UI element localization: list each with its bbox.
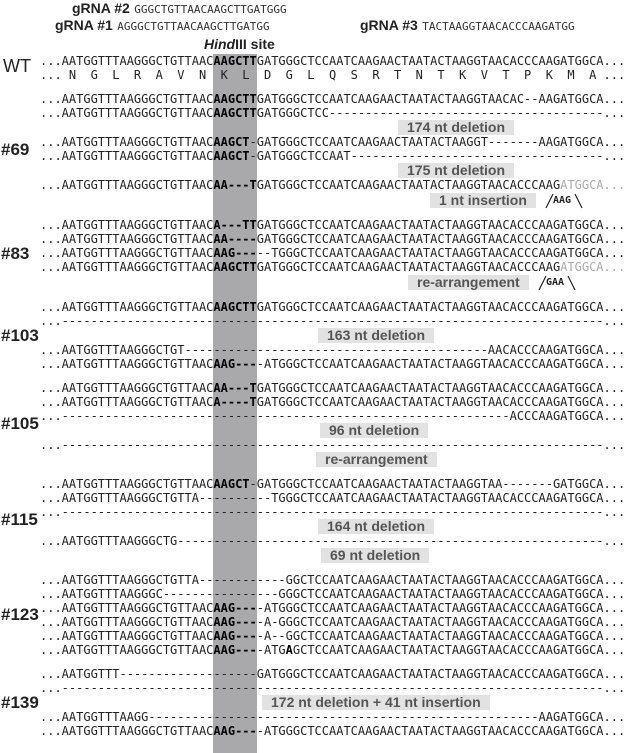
sequence-segment: ...AATGGTTTAAGGGCTGTTAAC (40, 477, 214, 491)
highlighted-bases: AAGCT (213, 477, 250, 491)
highlighted-bases: AAG--- (213, 615, 257, 629)
wt-protein-sequence: ... N G L R A V N K L D G L Q S R T N T K V T P K M A ... (40, 68, 625, 82)
highlighted-bases: AA---- (213, 232, 257, 246)
allele-sequence (40, 149, 625, 163)
highlighted-bases: AA---T (213, 381, 257, 395)
sequence-segment: ...AATGGTTTAAGGGCTGTTAAC (40, 106, 214, 120)
allele-sequence (40, 681, 625, 695)
grna-1 (55, 17, 270, 35)
sequence-segment: ...AATGGTTTAAGGGCTGTTA----------TGGGCTCCAATCAAGAACTAATACTAAGGTAACACCCAAGATGGCA... (40, 491, 625, 505)
allele-sequence (40, 218, 625, 232)
grna-2-sequence: GGGCTGTTAACAAGCTTGATGGG (134, 3, 287, 16)
allele-sequence (40, 643, 625, 657)
sequence-segment: ...AATGGTTTAAGGGCTGTTA------------GGCTCCAATCAAGAACTAATACTAAGGTAACACCCAAGATGGCA... (40, 573, 625, 587)
clone-label: #115 (1, 510, 38, 529)
allele-sequence (40, 357, 625, 371)
sequence-segment: ...--------------------------------------------------------------ACCCAAGATGGCA... (40, 409, 625, 423)
allele-sequence (40, 477, 625, 491)
grna-3-sequence: TACTAAGGTAACACCCAAGATGG (422, 20, 575, 33)
allele-sequence (40, 395, 625, 409)
wt-sequence (40, 54, 625, 68)
sequence-segment: GATGGGCTCCAATCAAGAACTAATACTAAGGTAACACCCAAG (256, 260, 561, 274)
mutation-annotation: 1 nt insertion (430, 193, 536, 208)
grna-3-label: gRNA #3 (360, 17, 418, 33)
sequence-segment: ...AATGGTTTAAGGGCTGTTAAC (40, 300, 214, 314)
allele-sequence (40, 381, 625, 395)
clone-label: #83 (1, 244, 30, 263)
allele-sequence (40, 409, 625, 423)
allele-sequence (40, 601, 625, 615)
clone-label: #139 (1, 693, 39, 712)
mutation-annotation: 164 nt deletion (318, 519, 434, 534)
sequence-segment: GATGGGCTCCAATCAAGAACTAATACTAAGGTAACACCCAAG (256, 178, 561, 192)
allele-sequence (40, 260, 625, 274)
allele-sequence (40, 534, 625, 548)
sequence-segment: ...AATGGTTTAAGGGCTGTTAAC (40, 178, 214, 192)
sequence-segment: -ATGGGCTCCAATCAAGAACTAATACTAAGGTAACACCCAAGATGGCA... (256, 357, 625, 371)
sequence-segment: ...AATGGTTTAAGGGCTGTTAAC (40, 218, 214, 232)
sequence-segment: ...AATGGTTTAAGGGCTGTTAAC (40, 92, 214, 106)
highlighted-bases: AAGCT (213, 135, 250, 149)
allele-sequence (40, 438, 625, 452)
highlighted-bases: AAGCTT (213, 54, 257, 68)
grna-1-label: gRNA #1 (55, 17, 113, 33)
inserted-bases: GAA (546, 277, 565, 288)
sequence-segment: ...---------------------------------------------------------------------------... (40, 314, 625, 328)
allele-sequence (40, 135, 625, 149)
highlighted-bases: AAG--- (213, 629, 257, 643)
sequence-segment: -GATGGGCTCCAAT-----------------------------------... (249, 149, 625, 163)
allele-sequence (40, 629, 625, 643)
highlighted-bases: AAG--- (213, 724, 257, 738)
allele-sequence (40, 314, 625, 328)
allele-sequence (40, 106, 625, 120)
sequence-segment: GATGGGCTCCAATCAAGAACTAATACTAAGGTAACACCCAAGATGGCA... (256, 232, 625, 246)
sequence-segment: -ATGGGCTCCAATCAAGAACTAATACTAAGGTAACACCCAAGATGGCA... (256, 601, 625, 615)
sequence-segment: GATGGGCTCCAATCAAGAACTAATACTAAGGTAACACCCAAGATGGCA... (256, 381, 625, 395)
insertion-mark (537, 275, 573, 290)
sequence-segment: -ATGGGCTCCAATCAAGAACTAATACTAAGGTAACACCCAAGATGGCA... (256, 724, 625, 738)
sequence-segment: ...---------------------------------------------------------------------------... (40, 505, 625, 519)
allele-sequence (40, 246, 625, 260)
highlighted-bases: AAGCTT (213, 300, 257, 314)
sequence-segment: ...AATGGTTTAAGGGCTG-----------------------------------------------------------... (40, 534, 625, 548)
sequence-segment: ...---------------------------------------------------------------------------... (40, 681, 625, 695)
highlighted-bases: A---TT (213, 218, 257, 232)
sequence-segment: GATGGGCTCC--------------------------------------... (256, 106, 625, 120)
highlighted-bases: AAGCT (213, 149, 250, 163)
highlighted-bases: AAG--- (213, 601, 257, 615)
sequence-segment: -GATGGGCTCCAATCAAGAACTAATACTAAGGT-------AAGATGGCA... (249, 135, 625, 149)
sequence-segment: ...AATGGTTTAAGGGCTGTTAAC (40, 615, 214, 629)
allele-sequence (40, 92, 625, 106)
sequence-segment: -A--GGCTCCAATCAAGAACTAATACTAAGGTAACACCCAAGATGGCA... (256, 629, 625, 643)
highlighted-bases: AAG--- (213, 246, 257, 260)
allele-sequence (40, 491, 625, 505)
allele-sequence (40, 343, 625, 357)
highlighted-bases: AAGCTT (213, 260, 257, 274)
sequence-segment: ...AATGGTTTAAGGGCTGTTAAC (40, 260, 214, 274)
sequence-segment: ...AATGGTTTAAGGGCTGTTAAC (40, 232, 214, 246)
clone-label: #123 (1, 605, 39, 624)
faded-bases: ATGGCA... (560, 260, 625, 274)
allele-sequence (40, 505, 625, 519)
sequence-segment: ...---------------------------------------------------------------------------... (40, 438, 625, 452)
inserted-bases: AAG (553, 195, 572, 206)
allele-sequence (40, 178, 625, 192)
insertion-mark (544, 193, 580, 208)
sequence-segment: ...AATGGTTTAAGGGCTGTTAAC (40, 135, 214, 149)
clone-label: #69 (1, 140, 30, 159)
clone-label: #105 (1, 414, 39, 433)
mutation-annotation: 174 nt deletion (398, 120, 514, 135)
sequence-segment: -ATG (256, 643, 286, 657)
allele-sequence (40, 573, 625, 587)
grna-3 (360, 17, 575, 35)
allele-sequence (40, 587, 625, 601)
sequence-segment: GCTCCAATCAAGAACTAATACTAAGGTAACACCCAAGATGGCA... (292, 643, 625, 657)
sequence-segment: ...AATGGTTTAAGGGCTGTTAAC (40, 149, 214, 163)
sequence-segment: ...AATGGTTTAAGGGCTGTTAAC (40, 643, 214, 657)
sequence-segment: -A-GGGCTCCAATCAAGAACTAATACTAAGGTAACACCCAAGATGGCA... (256, 615, 625, 629)
allele-sequence (40, 724, 625, 738)
allele-sequence (40, 710, 625, 724)
sequence-segment: ...AATGGTTTAAGGGCTGTTAAC (40, 357, 214, 371)
sequence-segment: ...AATGGTTTAAGGGCTGTTAAC (40, 381, 214, 395)
sequence-segment: ...AATGGTTTAAGGGC----------------GGGCTCCAATCAAGAACTAATACTAAGGTAACACCCAAGATGGCA... (40, 587, 625, 601)
sequence-segment: -GATGGGCTCCAATCAAGAACTAATACTAAGGTAA-------GATGGCA... (249, 477, 625, 491)
allele-sequence (40, 667, 625, 681)
sequence-segment: --TGGGCTCCAATCAAGAACTAATACTAAGGTAACACCCAAGATGGCA... (256, 246, 625, 260)
sequence-segment: ...AATGGTTTAAGGGCTGTTAAC (40, 246, 214, 260)
sequence-segment: ...AATGGTTTAAGGGCTGTTAAC (40, 629, 214, 643)
mutation-annotation: 175 nt deletion (398, 163, 514, 178)
highlighted-bases: AAG--- (213, 643, 257, 657)
sequence-segment: GATGGGCTCCAATCAAGAACTAATACTAAGGTAACACCCAAGATGGCA... (256, 300, 625, 314)
grna-2 (72, 0, 287, 18)
highlighted-bases: AA---T (213, 178, 257, 192)
highlighted-bases: AAGCTT (213, 92, 257, 106)
hindiii-site-label (204, 36, 275, 52)
mutation-annotation: re-arrangement (316, 452, 437, 467)
sequence-segment: ...AATGGTTTAAGG------------------------------------------------------AAGATGGCA... (40, 710, 625, 724)
sequence-segment: ...AATGGTTTAAGGGCTGT------------------------------------------AACACCCAAGATGGCA... (40, 343, 625, 357)
highlighted-bases: AAG--- (213, 357, 257, 371)
allele-sequence (40, 232, 625, 246)
wt-label: WT (3, 56, 31, 76)
allele-sequence (40, 300, 625, 314)
mutation-annotation: 163 nt deletion (318, 328, 434, 343)
sequence-segment: ...AATGGTTTAAGGGCTGTTAAC (40, 724, 214, 738)
grna-2-label: gRNA #2 (72, 0, 130, 16)
sequence-segment: GATGGGCTCCAATCAAGAACTAATACTAAGGTAACACCCAAGATGGCA... (256, 218, 625, 232)
sequence-segment: GATGGGCTCCAATCAAGAACTAATACTAAGGTAACAC--AAGATGGCA... (256, 92, 625, 106)
site-label-rest: III site (235, 36, 275, 52)
highlighted-bases: AAGCTT (213, 106, 257, 120)
mutation-annotation: re-arrangement (408, 275, 529, 290)
sequence-segment: ...AATGGTTT-------------------GATGGGCTCCAATCAAGAACTAATACTAAGGTAACACCCAAGATGGCA... (40, 667, 625, 681)
highlighted-bases: A----T (213, 395, 257, 409)
clone-label: #103 (1, 326, 39, 345)
site-label-italic: Hind (204, 36, 236, 52)
highlighted-bases: A (285, 643, 293, 657)
allele-sequence (40, 615, 625, 629)
mutation-annotation: 172 nt deletion + 41 nt insertion (262, 695, 490, 710)
sequence-segment: ...AATGGTTTAAGGGCTGTTAAC (40, 395, 214, 409)
mutation-annotation: 69 nt deletion (321, 548, 429, 563)
sequence-segment: ...AATGGTTTAAGGGCTGTTAAC (40, 601, 214, 615)
faded-bases: ATGGCA... (560, 178, 625, 192)
grna-1-sequence: AGGGCTGTTAACAAGCTTGATGG (117, 20, 270, 33)
sequence-segment: GATGGGCTCCAATCAAGAACTAATACTAAGGTAACACCCAAGATGGCA... (256, 54, 625, 68)
mutation-annotation: 96 nt deletion (320, 423, 428, 438)
sequence-segment: ...AATGGTTTAAGGGCTGTTAAC (40, 54, 214, 68)
sequence-segment: GATGGGCTCCAATCAAGAACTAATACTAAGGTAACACCCAAGATGGCA... (256, 395, 625, 409)
